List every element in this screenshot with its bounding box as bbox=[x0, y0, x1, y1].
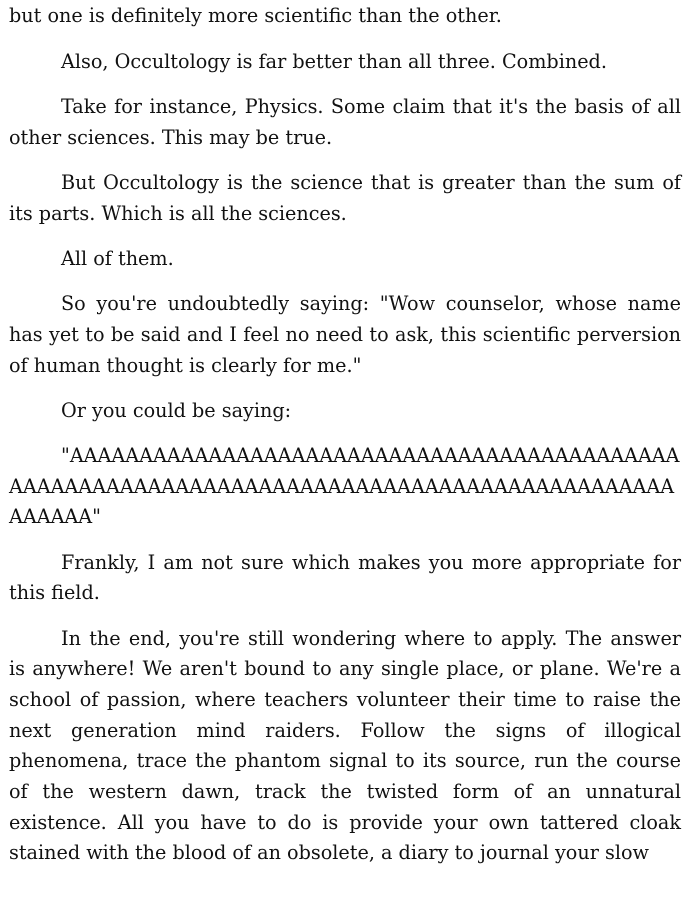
paragraph-7: Or you could be saying: bbox=[61, 398, 292, 422]
document-page bbox=[9, 0, 681, 884]
paragraph-3: Take for instance, Physics. Some claim that it's the basis of all other sciences. This may be true. bbox=[9, 95, 681, 149]
paragraph-6: So you're undoubtedly saying: "Wow counselor, whose name has yet to be said and I feel no need to ask, this scientific perversion of human thought is clearly for me." bbox=[9, 292, 681, 377]
paragraph-1: but one is definitely more scientific than the other. bbox=[9, 4, 502, 27]
paragraph-9: Frankly, I am not sure which makes you more appropriate for this field. bbox=[9, 550, 681, 605]
paragraph-5: All of them. bbox=[61, 247, 174, 271]
paragraph-2: Also, Occultology is far better than all three. Combined. bbox=[61, 50, 607, 73]
paragraph-4: But Occultology is the science that is greater than the sum of its parts. Which is all the sciences. bbox=[9, 171, 681, 225]
paragraph-10: In the end, you're still wondering where to apply. The answer is anywhere! We aren't bound to any single place, or plane. We're a school of passion, where teachers volunteer their time to raise the next generation mind raiders. Follow the signs of illogical phenomena, trace the phantom signal to its source, run the course of the western dawn, track the twisted form of an unnatural existence. All you have to do is provide your own tattered cloak stained with the blood of an obsolete, a diary to journal your slow bbox=[9, 626, 681, 865]
paragraph-8: "AAAAAAAAAAAAAAAAAAAAAAAAAAAAAAAAAAAAAAAAAAAAAAAAAAAAAAAAAAAAAAAAAAAAAAAAAAAAAAAAAAAAAAAAAAAAAAAAAA" bbox=[9, 444, 680, 529]
